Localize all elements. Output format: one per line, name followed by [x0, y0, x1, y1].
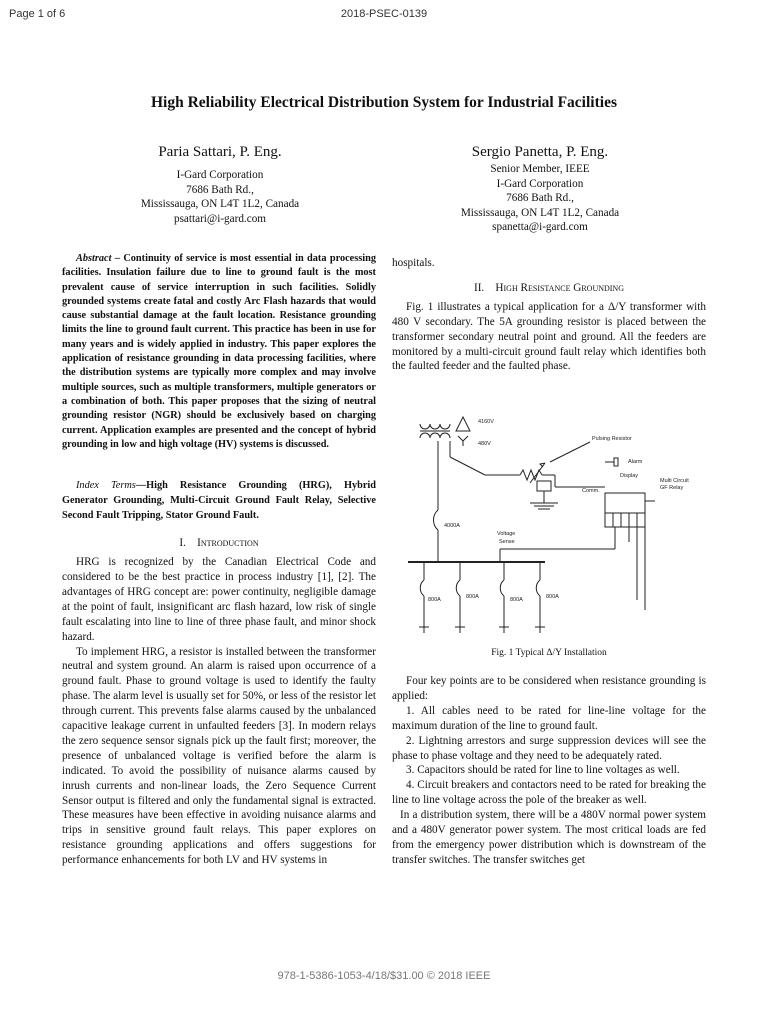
label-4160v: 4160V	[478, 419, 494, 425]
author-affiliation: I-Gard Corporation	[176, 169, 264, 181]
list-item: 4. Circuit breakers and contactors need to be rated for breaking the line to line voltage across the pole of the breaker as well.	[392, 779, 706, 807]
label-feeder-3: 800A	[510, 597, 523, 603]
label-relay-line2: GF Relay	[660, 485, 684, 491]
author-name: Sergio Panetta, P. Eng.	[471, 144, 609, 160]
label-voltage-sense-1: Voltage	[497, 531, 516, 537]
label-display: Display	[620, 473, 639, 479]
label-comm: Comm.	[582, 488, 600, 494]
author-name: Paria Sattari, P. Eng.	[158, 144, 282, 160]
index-terms-label: Index Terms	[76, 480, 136, 492]
wye-symbol	[458, 436, 468, 446]
hrg-paragraph-1: Fig. 1 illustrates a typical application for a Δ/Y transformer with 480 V secondary. The 5A grounding resistor is placed between the transformer secondary neutral point and ground. All the feeders are monitored by a multi-circuit ground fault relay which identifies both the faulted feeder and the faulted phase.	[392, 300, 706, 373]
right-column-bottom	[392, 674, 706, 868]
label-pulsing-resistor: Pulsing Resistor	[592, 436, 632, 442]
author-address: 7686 Bath Rd.,	[506, 192, 574, 204]
list-item: 3. Capacitors should be rated for line to line voltages as well.	[406, 764, 680, 777]
label-feeder-4: 800A	[546, 594, 559, 600]
page-indicator: Page 1 of 6	[9, 8, 66, 20]
paper-title: High Reliability Electrical Distribution System for Industrial Facilities	[151, 94, 617, 111]
left-column	[62, 252, 376, 868]
section-heading-introduction: I. Introduction	[179, 537, 259, 550]
index-terms	[62, 478, 376, 523]
hrg-paragraph-2: In a distribution system, there will be a 480V normal power system and a 480V generator power system. The most critical loads are fed from the emergency power distribution which is downstream of the transfer switches. The transfer switches get	[392, 809, 706, 866]
relay-box	[605, 493, 645, 513]
author-affiliation: I-Gard Corporation	[496, 177, 584, 190]
author-city: Mississauga, ON L4T 1L2, Canada	[140, 198, 300, 210]
document-id: 2018-PSEC-0139	[340, 8, 428, 20]
author-city: Mississauga, ON L4T 1L2, Canada	[460, 206, 620, 219]
author-membership: Senior Member, IEEE	[490, 163, 590, 175]
author-block-1	[120, 142, 320, 226]
label-voltage-sense-2: Sense	[499, 539, 515, 545]
label-alarm: Alarm	[628, 459, 643, 465]
author-block-2	[440, 142, 640, 235]
intro-paragraph-1: HRG is recognized by the Canadian Electrical Code and considered to be the best practice in process industry [1], [2]. The advantages of HRG concept are: power continuity, negligible damage at the point of fault, insignificant arc flash hazard, low risk of single fault escalating into line to line of three phase fault, and minor shock hazard.	[62, 556, 376, 643]
continued-text: hospitals.	[392, 257, 435, 269]
label-feeder-2: 800A	[466, 594, 479, 600]
right-column-top	[392, 256, 706, 374]
author-address: 7686 Bath Rd.,	[186, 183, 254, 196]
author-email: psattari@i-gard.com	[173, 212, 266, 225]
key-points-list	[392, 704, 706, 808]
index-terms-text: —High Resistance Grounding (HRG), Hybrid Generator Grounding, Multi-Circuit Ground Fault Relay, Selective Second Fault Tripping, Stator Ground Fault.	[62, 480, 376, 522]
primary-coil	[420, 424, 450, 429]
author-email: spanetta@i-gard.com	[492, 221, 588, 233]
list-item: 2. Lightning arrestors and surge suppression devices will see the phase to phase voltage and they need to be adequately rated.	[392, 734, 706, 762]
delta-symbol	[456, 417, 470, 431]
copyright-footer: 978-1-5386-1053-4/18/$31.00 © 2018 IEEE	[277, 970, 491, 982]
section-heading-hrg: II. High Resistance Grounding	[473, 281, 624, 294]
abstract-text: – Continuity of service is most essential in data processing facilities. Insulation failure due to line to ground fault is the most prevalent cause of service interruption in such facilities. Solidly grounded systems create fatal and costly Arc Flash hazards that would cause substantial damage at the fault location. Resistance grounding limits the line to ground fault current. This practice has been in use for many years and is widely applied in industry. This paper explores the application of resistance grounding in data processing facilities, where the distribution systems are typically more complex and may involve multiple sources, such as multiple transformers, multiple generators or a combination of both. This paper proposes that the sizing of neutral grounding resistor (NGR) should be exclusively based on charging current. Application examples are presented and the concept of hybrid grounding in low and high voltage (HV) systems is discussed.	[62, 253, 376, 450]
intro-paragraph-2: To implement HRG, a resistor is installed between the transformer neutral and system ground. An alarm is raised upon occurrence of a ground fault. Phase to ground voltage is used to identify the faulty phase. The alarm level is usually set for 50%, or less of the resistor let through current. This prevents false alarms caused by the unbalanced capacitive leakage current in unfaulted feeders [3]. In modern relays the zero sequence sensor signals pick up the fault first; moreover, the presence of unbalanced voltage is verified before the alarm is indicated. To avoid the possibility of nuisance alarms caused by inrush currents and non-linear loads, the Zero Sequence Current Sensor output is filtered and only the fundamental signal is extracted. These measures have been effective in avoiding nuisance alarms and trips in sensitive ground fault relays. This paper explores on resistance grounding applications and offers suggestions for performance enhancements for both LV and HV systems in	[62, 645, 376, 867]
label-main-breaker: 4000A	[444, 523, 460, 529]
secondary-coil	[420, 433, 450, 438]
figure-1-diagram	[400, 405, 710, 650]
label-feeder-1: 800A	[428, 597, 441, 603]
points-intro: Four key points are to be considered when resistance grounding is applied:	[392, 675, 706, 702]
list-item: 1. All cables need to be rated for line-line voltage for the maximum duration of the line to ground fault.	[392, 704, 706, 732]
alarm-symbol	[614, 458, 618, 466]
abstract	[62, 252, 376, 452]
abstract-label: Abstract	[76, 253, 112, 264]
label-relay-line1: Multi Circuit	[660, 478, 689, 484]
label-480v: 480V	[478, 441, 491, 447]
figure-1-caption: Fig. 1 Typical Δ/Y Installation	[491, 648, 607, 658]
